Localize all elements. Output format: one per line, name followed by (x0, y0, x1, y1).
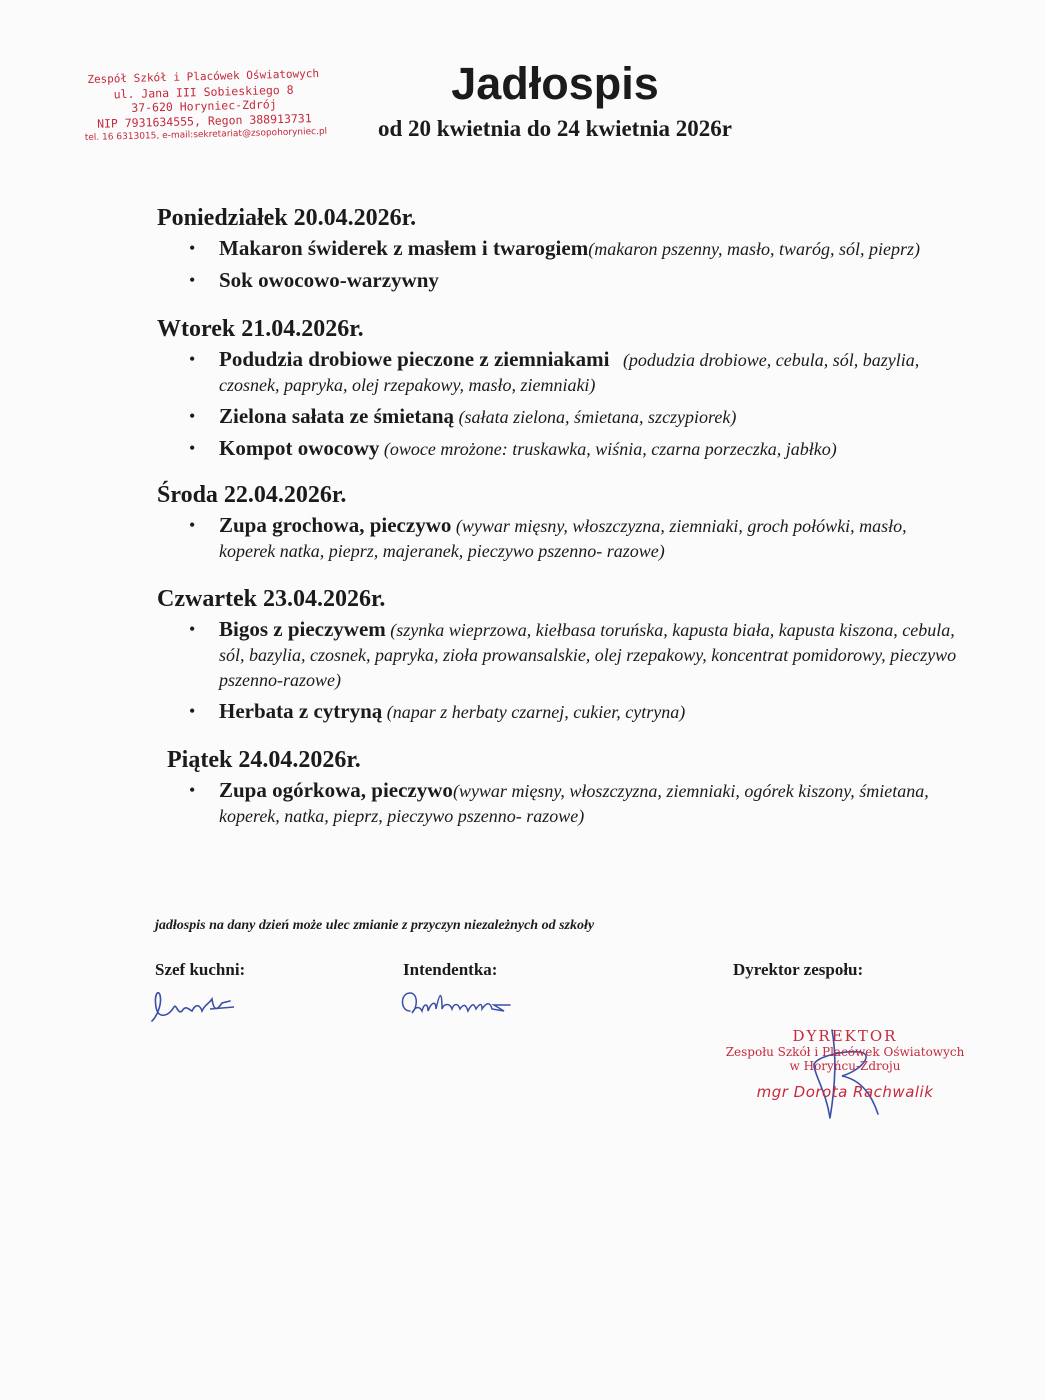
dish-ingredients: (sałata zielona, śmietana, szczypiorek) (458, 407, 737, 427)
dish-item (157, 347, 967, 398)
intendent-signature (396, 985, 516, 1021)
dish-item (157, 699, 967, 725)
dish-ingredients: (owoce mrożone: truskawka, wiśnia, czarna porzeczka, jabłko) (383, 439, 837, 459)
day-heading: Środa 22.04.2026r. (157, 482, 347, 508)
director-signature-label: Dyrektor zespołu: (733, 960, 864, 979)
dish-ingredients: (wywar mięsny, włoszczyzna, ziemniaki, ogórek kiszony, śmietana, koperek, natka, pieprz, pieczywo pszenno- razowe) (219, 781, 929, 826)
chef-signature (148, 985, 238, 1027)
dish-item (157, 617, 967, 693)
bullet-icon: • (189, 515, 196, 535)
day-thursday (157, 586, 967, 725)
dish-item (157, 268, 967, 294)
chef-signature-label: Szef kuchni: (155, 960, 246, 979)
dish-list (157, 513, 967, 564)
dish-name: Sok owocowo-warzywny (219, 268, 439, 292)
dish-item (157, 513, 967, 564)
director-stamp-town: w Horyńcu-Zdroju (789, 1059, 901, 1073)
director-stamp-title: DYREKTOR (792, 1027, 898, 1045)
stamp-street: ul. Jana III Sobieskiego 8 (113, 82, 294, 101)
dish-ingredients: (makaron pszenny, masło, twaróg, sól, pieprz) (588, 239, 921, 259)
bullet-icon: • (189, 270, 196, 290)
dish-item (157, 404, 967, 430)
dish-name: Podudzia drobiowe pieczone z ziemniakami (219, 347, 610, 371)
date-range: od 20 kwietnia do 24 kwietnia 2026r (378, 116, 732, 141)
dish-name: Zupa grochowa, pieczywo (219, 513, 452, 537)
director-stamp-school: Zespołu Szkół i Placówek Oświatowych (725, 1045, 965, 1059)
dish-list (157, 778, 967, 829)
dish-name: Makaron świderek z masłem i twarogiem (219, 236, 589, 260)
day-friday (157, 747, 967, 829)
dish-item (157, 236, 967, 262)
day-heading: Czwartek 23.04.2026r. (157, 586, 386, 612)
dish-ingredients: (podudzia drobiowe, cebula, sól, bazylia, czosnek, papryka, olej rzepakowy, masło, ziemniaki) (219, 350, 920, 395)
dish-ingredients: (napar z herbaty czarnej, cukier, cytryna) (386, 702, 686, 722)
menu-change-note: jadłospis na dany dzień może ulec zmianie z przyczyn niezależnych od szkoły (155, 918, 595, 933)
bullet-icon: • (189, 701, 196, 721)
director-name: mgr Dorota Rachwalik (756, 1083, 934, 1101)
dish-item (157, 778, 967, 829)
dish-list (157, 347, 967, 462)
day-monday (157, 205, 967, 294)
dish-ingredients: (szynka wieprzowa, kiełbasa toruńska, kapusta biała, kapusta kiszona, cebula, sól, bazylia, czosnek, papryka, zioła prowansalskie, olej rzepakowy, koncentrat pomidorowy, pieczywo pszenno-razowe) (219, 620, 957, 690)
dish-item (157, 436, 967, 462)
day-tuesday (157, 316, 967, 462)
school-stamp (83, 66, 328, 146)
bullet-icon: • (189, 619, 196, 639)
day-heading: Poniedziałek 20.04.2026r. (157, 205, 417, 231)
dish-name: Bigos z pieczywem (219, 617, 386, 641)
stamp-city: 37-620 Horyniec-Zdrój (131, 97, 277, 115)
bullet-icon: • (189, 238, 196, 258)
dish-list (157, 236, 967, 294)
stamp-nip-regon: NIP 7931634555, Regon 388913731 (96, 110, 312, 131)
intendent-signature-label: Intendentka: (403, 960, 498, 979)
dish-name: Zupa ogórkowa, pieczywo (219, 778, 453, 802)
dish-ingredients: (wywar mięsny, włoszczyzna, ziemniaki, groch połówki, masło, koperek natka, pieprz, majeranek, pieczywo pszenno- razowe) (219, 516, 907, 561)
day-heading: Wtorek 21.04.2026r. (157, 316, 364, 342)
director-stamp (720, 1027, 970, 1101)
bullet-icon: • (189, 438, 196, 458)
dish-name: Herbata z cytryną (219, 699, 383, 723)
weekly-menu (157, 205, 967, 843)
page-title: Jadłospis (451, 58, 659, 109)
stamp-contact: tel. 16 6313015, e-mail:sekretariat@zsopohoryniec.pl (84, 126, 328, 144)
dish-name: Kompot owocowy (219, 436, 380, 460)
day-wednesday (157, 482, 967, 564)
bullet-icon: • (189, 780, 196, 800)
day-heading: Piątek 24.04.2026r. (167, 747, 361, 773)
bullet-icon: • (189, 349, 196, 369)
stamp-school-name: Zespół Szkół i Placówek Oświatowych (87, 66, 320, 87)
bullet-icon: • (189, 406, 196, 426)
dish-list (157, 617, 967, 725)
dish-name: Zielona sałata ze śmietaną (219, 404, 455, 428)
